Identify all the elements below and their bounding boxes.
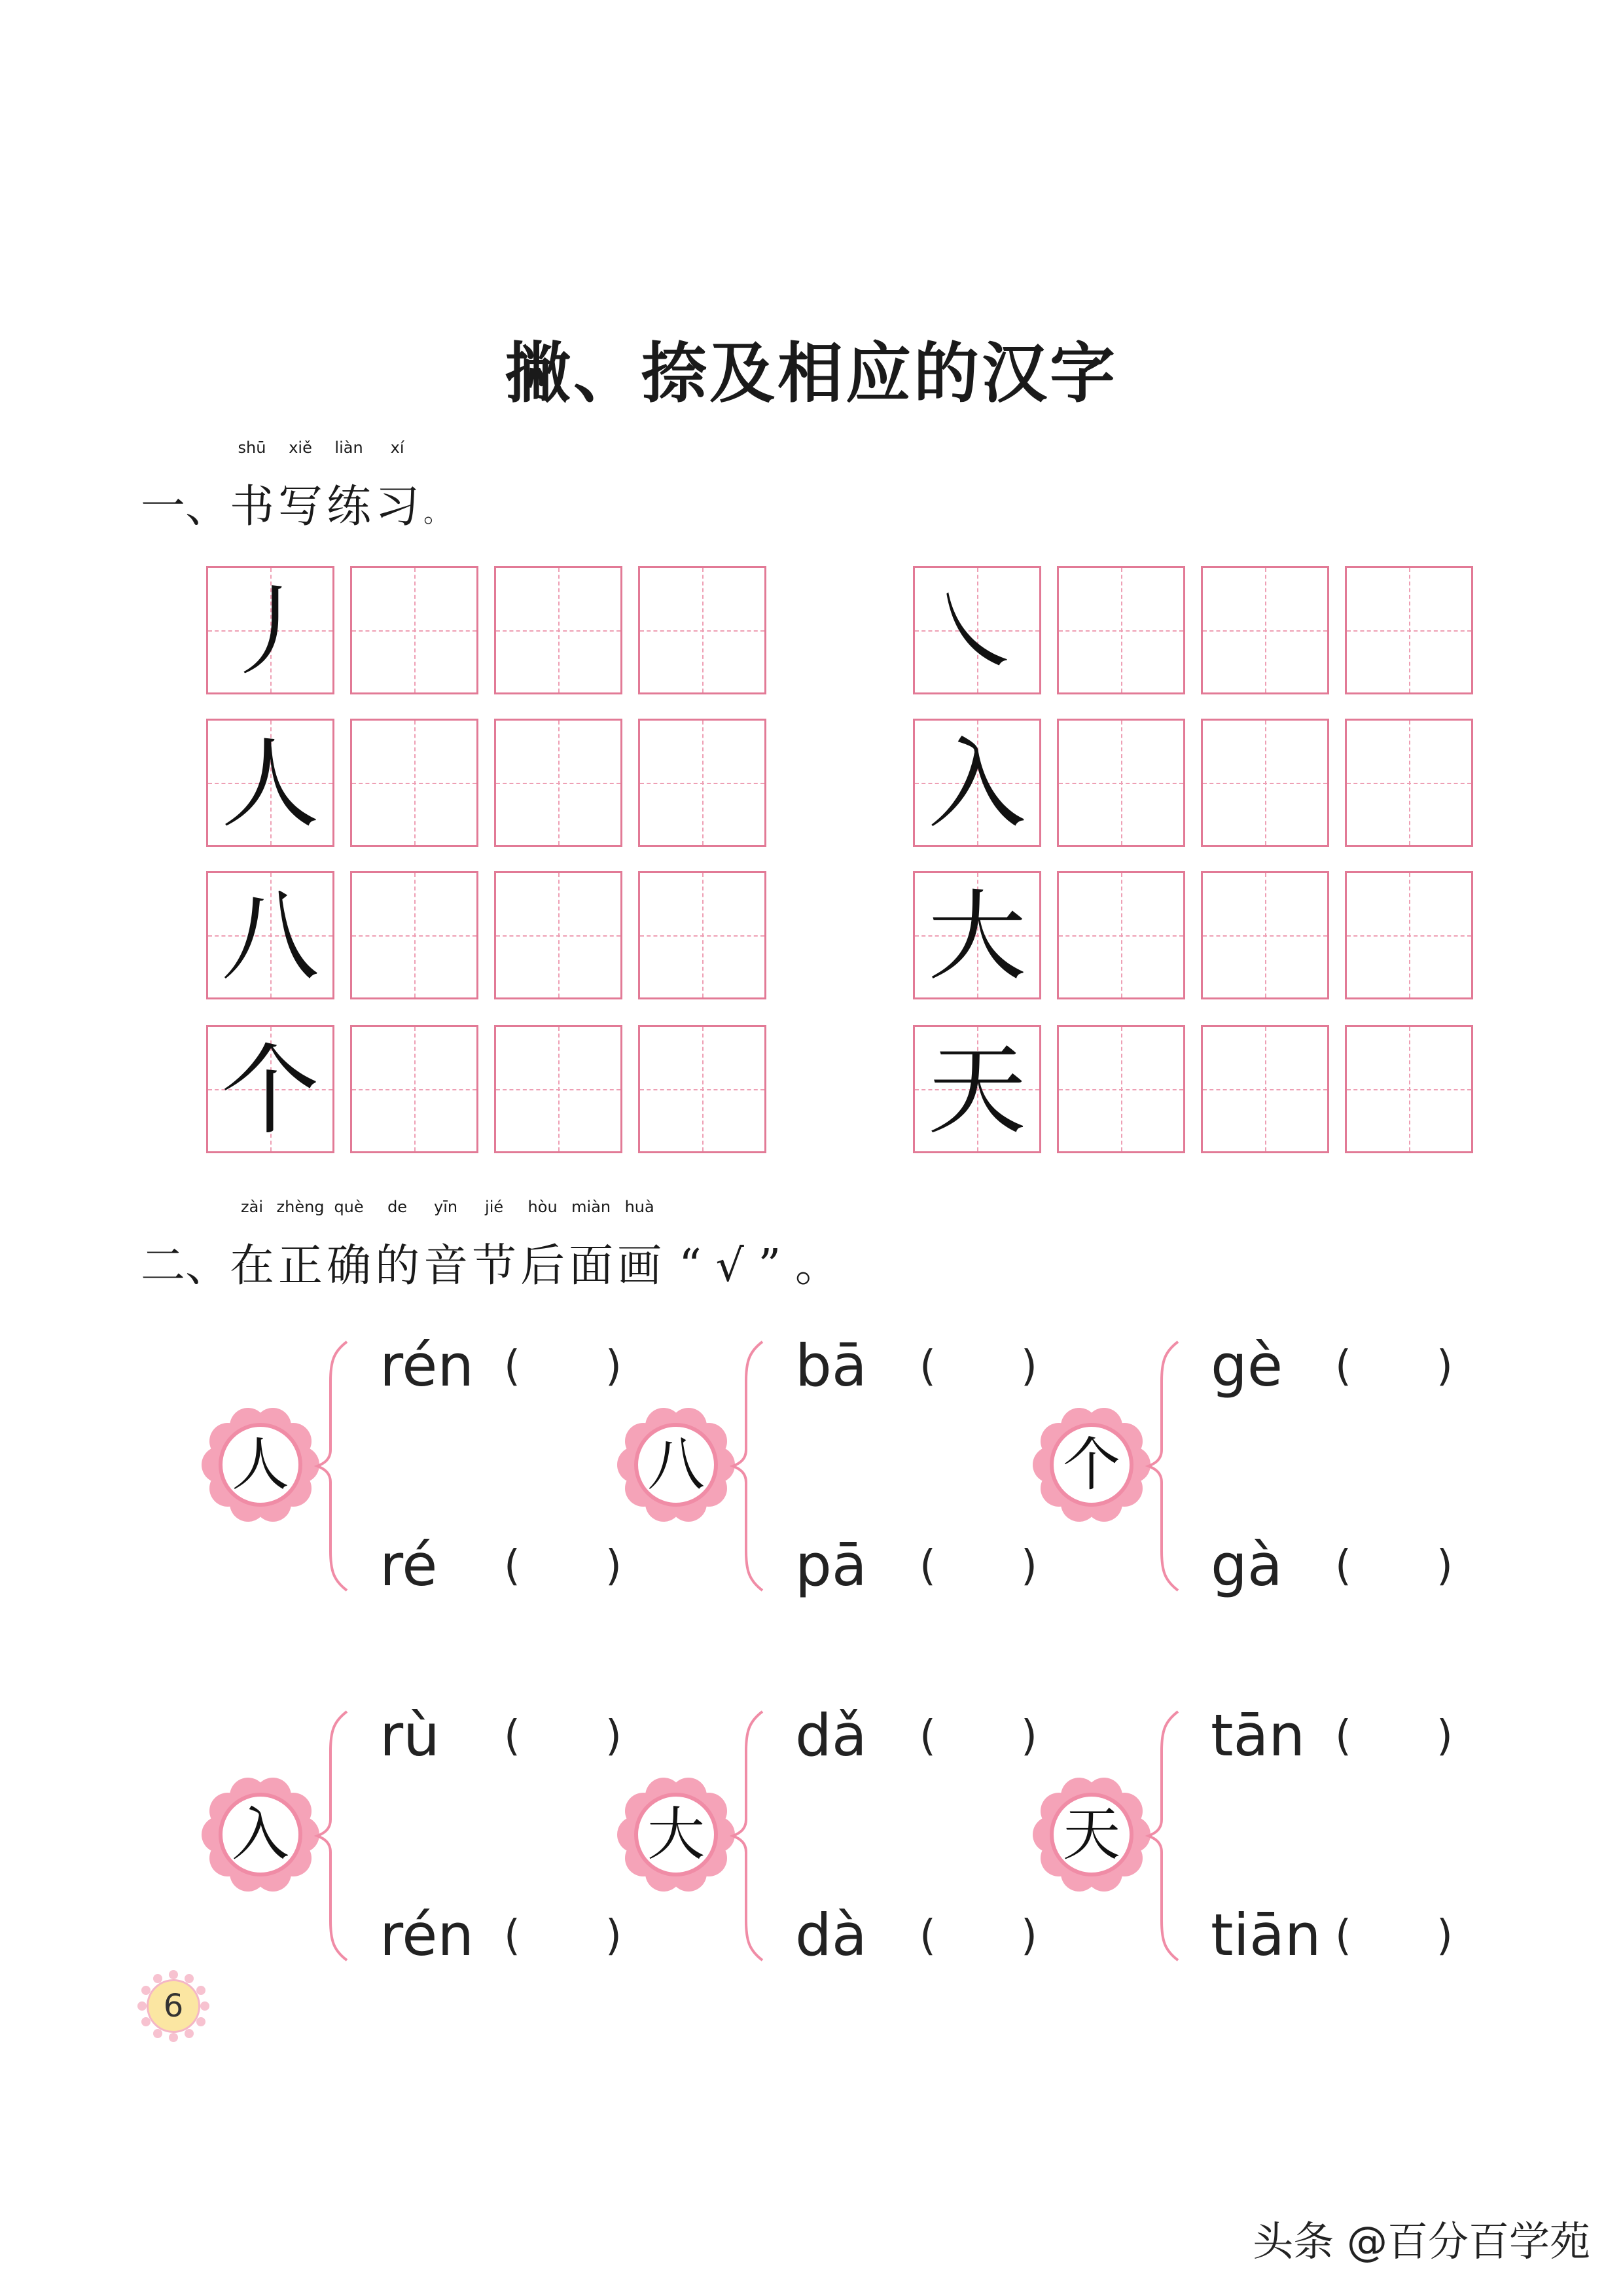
model-character: 天 [927, 1034, 1026, 1148]
answer-paren-close: ) [1436, 1542, 1453, 1590]
answer-slot[interactable] [946, 1545, 1018, 1597]
grid-guide-horizontal [1059, 783, 1183, 784]
brace-icon [730, 1705, 769, 1967]
answer-slot[interactable] [530, 1545, 602, 1597]
page-number: 6 [147, 1979, 200, 2033]
practice-cell[interactable] [494, 871, 622, 999]
section-1-number: 一、 [141, 481, 230, 533]
answer-paren-close: ) [605, 1542, 622, 1590]
section-2-hanzi: 确 [327, 1240, 372, 1292]
practice-cell[interactable] [1201, 1025, 1329, 1153]
section-1-word [375, 439, 420, 535]
pinyin-option-top: dǎ [795, 1702, 867, 1769]
model-cell [913, 566, 1041, 694]
model-cell [913, 719, 1041, 847]
practice-cell[interactable] [1345, 871, 1473, 999]
section-2-pinyin: què [334, 1198, 364, 1216]
practice-cell[interactable] [1057, 719, 1185, 847]
answer-slot[interactable] [530, 1715, 602, 1767]
section-1-punct: 。 [423, 498, 450, 528]
practice-cell[interactable] [1345, 719, 1473, 847]
section-1-hanzi: 书 [230, 481, 275, 533]
pinyin-option-bottom: pā [795, 1532, 867, 1599]
grid-guide-horizontal [352, 630, 476, 632]
badge-dot [196, 1986, 205, 1995]
answer-slot[interactable] [1361, 1345, 1433, 1397]
section-1-pinyin: liàn [334, 439, 363, 457]
practice-cell[interactable] [638, 871, 766, 999]
answer-paren-open: ( [504, 1542, 520, 1590]
character-flower [618, 1407, 734, 1522]
section-2-pinyin: jié [485, 1198, 504, 1216]
page-title: 撇、捺及相应的汉字 [505, 335, 1118, 412]
answer-paren-open: ( [504, 1912, 520, 1960]
section-1-pinyin: xí [390, 439, 404, 457]
model-character: 丿 [221, 575, 319, 689]
grid-guide-horizontal [496, 630, 620, 632]
grid-guide-horizontal [496, 1089, 620, 1090]
practice-cell[interactable] [638, 566, 766, 694]
practice-cell[interactable] [494, 1025, 622, 1153]
answer-paren-open: ( [1335, 1342, 1351, 1391]
model-cell [206, 566, 334, 694]
answer-paren-open: ( [919, 1712, 936, 1761]
model-character: 个 [221, 1034, 319, 1148]
section-2-word [230, 1198, 275, 1294]
section-2-word [327, 1198, 372, 1294]
pinyin-option-bottom: rén [380, 1901, 474, 1969]
group-character: 人 [219, 1423, 302, 1507]
answer-paren-open: ( [919, 1542, 936, 1590]
section-2-pinyin: miàn [571, 1198, 611, 1216]
answer-paren-open: ( [1335, 1542, 1351, 1590]
answer-slot[interactable] [946, 1345, 1018, 1397]
section-2-pinyin: hòu [527, 1198, 558, 1216]
pinyin-option-top: rù [380, 1702, 440, 1769]
answer-paren-close: ) [1021, 1912, 1037, 1960]
pinyin-option-top: rén [380, 1332, 474, 1399]
brace-icon [314, 1335, 353, 1597]
section-2-hanzi: 面 [569, 1240, 614, 1292]
practice-cell[interactable] [1057, 1025, 1185, 1153]
badge-dot [169, 2033, 178, 2042]
section-1-heading [141, 439, 450, 535]
character-flower [618, 1777, 734, 1892]
section-2-hanzi: 的 [375, 1240, 420, 1292]
brace-icon [1145, 1335, 1185, 1597]
pinyin-option-top: gè [1211, 1332, 1283, 1399]
answer-slot[interactable] [1361, 1715, 1433, 1767]
answer-paren-close: ) [605, 1712, 622, 1761]
pinyin-option-bottom: gà [1211, 1532, 1283, 1599]
section-2-pinyin: zài [241, 1198, 264, 1216]
answer-slot[interactable] [946, 1715, 1018, 1767]
practice-cell[interactable] [350, 719, 478, 847]
model-character: 八 [221, 880, 319, 994]
grid-guide-horizontal [1203, 783, 1327, 784]
pinyin-option-bottom: ré [380, 1532, 438, 1599]
grid-guide-horizontal [1347, 1089, 1471, 1090]
grid-guide-horizontal [1203, 1089, 1327, 1090]
grid-guide-horizontal [1203, 935, 1327, 937]
section-2-pinyin: huà [624, 1198, 654, 1216]
grid-guide-horizontal [1347, 630, 1471, 632]
section-1-hanzi: 练 [327, 481, 372, 533]
section-2-tail: “ √ ” 。 [679, 1240, 840, 1292]
practice-cell[interactable] [638, 1025, 766, 1153]
grid-guide-horizontal [1059, 935, 1183, 937]
badge-dot [200, 2001, 209, 2011]
model-cell [206, 1025, 334, 1153]
grid-guide-horizontal [640, 783, 764, 784]
answer-paren-close: ) [1436, 1342, 1453, 1391]
pinyin-option-bottom: dà [795, 1901, 867, 1969]
answer-paren-close: ) [605, 1912, 622, 1960]
badge-dot [185, 2029, 194, 2038]
answer-paren-close: ) [1021, 1712, 1037, 1761]
brace-icon [1145, 1705, 1185, 1967]
practice-cell[interactable] [1345, 566, 1473, 694]
section-2-word [276, 1198, 325, 1294]
badge-dot [185, 1974, 194, 1983]
section-2-pinyin: de [387, 1198, 408, 1216]
character-flower [203, 1407, 318, 1522]
answer-paren-open: ( [1335, 1712, 1351, 1761]
character-flower [1034, 1777, 1149, 1892]
model-cell [206, 871, 334, 999]
answer-slot[interactable] [946, 1914, 1018, 1967]
answer-paren-close: ) [1021, 1342, 1037, 1391]
answer-paren-open: ( [504, 1712, 520, 1761]
section-2-word [520, 1198, 565, 1294]
model-character: 入 [927, 728, 1026, 842]
answer-paren-close: ) [1436, 1912, 1453, 1960]
grid-guide-horizontal [1059, 630, 1183, 632]
grid-guide-horizontal [1347, 783, 1471, 784]
section-1-pinyin: shū [238, 439, 266, 457]
section-1-word [278, 439, 323, 535]
answer-paren-open: ( [504, 1342, 520, 1391]
section-2-hanzi: 正 [278, 1240, 323, 1292]
group-character: 八 [634, 1423, 718, 1507]
grid-guide-horizontal [1347, 935, 1471, 937]
practice-cell[interactable] [350, 1025, 478, 1153]
practice-cell[interactable] [1201, 566, 1329, 694]
answer-slot[interactable] [1361, 1545, 1433, 1597]
badge-dot [137, 2001, 147, 2011]
answer-paren-close: ) [1021, 1542, 1037, 1590]
section-2-word [472, 1198, 517, 1294]
model-character: ㇏ [927, 575, 1026, 689]
answer-paren-close: ) [605, 1342, 622, 1391]
section-1-pinyin: xiě [289, 439, 312, 457]
badge-dot [153, 2029, 162, 2038]
practice-cell[interactable] [1345, 1025, 1473, 1153]
practice-cell[interactable] [1201, 871, 1329, 999]
section-2-pinyin: yīn [434, 1198, 458, 1216]
group-character: 大 [634, 1793, 718, 1876]
answer-slot[interactable] [1361, 1914, 1433, 1967]
grid-guide-horizontal [352, 935, 476, 937]
brace-icon [730, 1335, 769, 1597]
practice-cell[interactable] [638, 719, 766, 847]
answer-paren-open: ( [919, 1342, 936, 1391]
pinyin-option-bottom: tiān [1211, 1901, 1321, 1969]
grid-guide-horizontal [640, 1089, 764, 1090]
grid-guide-horizontal [1059, 1089, 1183, 1090]
practice-cell[interactable] [1201, 719, 1329, 847]
section-2-word [617, 1198, 662, 1294]
answer-slot[interactable] [530, 1345, 602, 1397]
section-2-hanzi: 画 [617, 1240, 662, 1292]
group-character: 天 [1050, 1793, 1133, 1876]
model-character: 人 [221, 728, 319, 842]
answer-paren-close: ) [1436, 1712, 1453, 1761]
section-2-hanzi: 在 [230, 1240, 275, 1292]
model-cell [913, 871, 1041, 999]
pinyin-option-top: bā [795, 1332, 867, 1399]
group-character: 个 [1050, 1423, 1133, 1507]
grid-guide-horizontal [1203, 630, 1327, 632]
section-2-hanzi: 音 [423, 1240, 469, 1292]
section-2-number: 二、 [141, 1240, 230, 1292]
grid-guide-horizontal [496, 783, 620, 784]
practice-cell[interactable] [494, 566, 622, 694]
answer-paren-open: ( [919, 1912, 936, 1960]
answer-paren-open: ( [1335, 1912, 1351, 1960]
section-1-hanzi: 习 [375, 481, 420, 533]
badge-dot [141, 2017, 151, 2026]
watermark-text: 头条 @百分百学苑 [1253, 2217, 1590, 2265]
model-cell [913, 1025, 1041, 1153]
practice-cell[interactable] [1057, 871, 1185, 999]
grid-guide-horizontal [352, 1089, 476, 1090]
character-flower [203, 1777, 318, 1892]
section-2-word [423, 1198, 469, 1294]
section-1-word [327, 439, 372, 535]
practice-cell[interactable] [494, 719, 622, 847]
pinyin-option-top: tān [1211, 1702, 1306, 1769]
practice-cell[interactable] [350, 566, 478, 694]
section-2-heading [141, 1198, 840, 1294]
answer-slot[interactable] [530, 1914, 602, 1967]
page-number-badge [137, 1970, 209, 2042]
brace-icon [314, 1705, 353, 1967]
model-cell [206, 719, 334, 847]
group-character: 入 [219, 1793, 302, 1876]
badge-dot [196, 2017, 205, 2026]
grid-guide-horizontal [496, 935, 620, 937]
section-2-hanzi: 后 [520, 1240, 565, 1292]
character-flower [1034, 1407, 1149, 1522]
badge-dot [169, 1970, 178, 1979]
grid-guide-horizontal [640, 630, 764, 632]
practice-cell[interactable] [350, 871, 478, 999]
grid-guide-horizontal [352, 783, 476, 784]
section-2-word [569, 1198, 614, 1294]
section-2-word [375, 1198, 420, 1294]
section-1-word [230, 439, 275, 535]
section-2-pinyin: zhèng [276, 1198, 325, 1216]
model-character: 大 [927, 880, 1026, 994]
practice-cell[interactable] [1057, 566, 1185, 694]
grid-guide-horizontal [640, 935, 764, 937]
section-1-hanzi: 写 [278, 481, 323, 533]
section-2-hanzi: 节 [472, 1240, 517, 1292]
